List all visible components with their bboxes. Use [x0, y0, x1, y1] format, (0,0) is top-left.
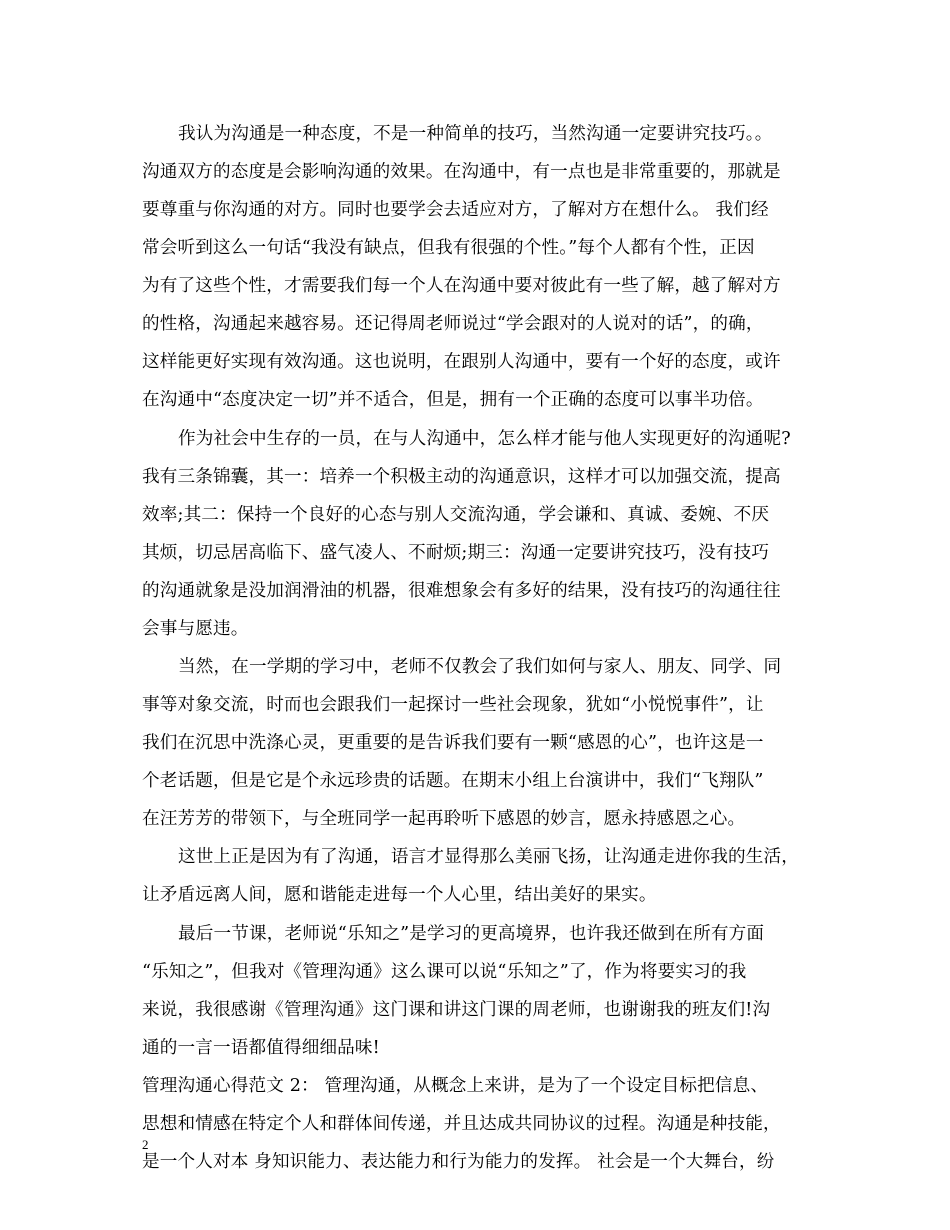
- text-line: 的沟通就象是没加润滑油的机器，很难想象会有多好的结果，没有技巧的沟通往往: [142, 581, 781, 601]
- text-line: 个老话题，但是它是个永远珍贵的话题。在期末小组上台演讲中，我们“飞翔队”: [142, 771, 764, 791]
- text-line: 思想和情感在特定个人和群体间传递，并且达成共同协议的过程。沟通是种技能，: [142, 1114, 781, 1134]
- text-line: 管理沟通心得范文 2： 管理沟通，从概念上来讲，是为了一个设定目标把信息、: [142, 1076, 769, 1096]
- text-line: 让矛盾远离人间，愿和谐能走进每一个人心里，结出美好的果实。: [142, 885, 657, 905]
- text-line: 我认为沟通是一种态度，不是一种简单的技巧，当然沟通一定要讲究技巧。。: [178, 124, 773, 144]
- text-line: 最后一节课，老师说“乐知之”是学习的更高境界，也许我还做到在所有方面: [178, 924, 765, 944]
- text-line: 效率;其二：保持一个良好的心态与别人交流沟通，学会谦和、真诚、委婉、不厌: [142, 505, 770, 525]
- text-line: 事等对象交流，时而也会跟我们一起探讨一些社会现象，犹如“小悦悦事件”，让: [142, 695, 764, 715]
- text-line: 沟通双方的态度是会影响沟通的效果。在沟通中，有一点也是非常重要的，那就是: [142, 162, 781, 182]
- text-line: 常会听到这么一句话“我没有缺点，但我有很强的个性。”每个人都有个性，正因: [142, 238, 755, 258]
- text-line: 会事与愿违。: [142, 619, 249, 639]
- text-line: 要尊重与你沟通的对方。同时也要学会去适应对方，了解对方在想什么。 我们经: [142, 200, 769, 220]
- text-line: 这世上正是因为有了沟通，语言才显得那么美丽飞扬，让沟通走进你我的生活，: [178, 847, 800, 867]
- text-line: 我们在沉思中洗涤心灵，更重要的是告诉我们要有一颗“感恩的心”，也许这是一: [142, 733, 764, 753]
- text-line: 来说，我很感谢《管理沟通》这门课和讲这门课的周老师，也谢谢我的班友们!沟: [142, 1000, 771, 1020]
- text-line: 在汪芳芳的带领下，与全班同学一起再聆听下感恩的妙言，愿永持感恩之心。: [142, 809, 746, 829]
- text-line: 在沟通中“态度决定一切”并不适合，但是，拥有一个正确的态度可以事半功倍。: [142, 390, 764, 410]
- text-line: 是一个人对本 身知识能力、表达能力和行为能力的发挥。 社会是一个大舞台，纷: [142, 1152, 775, 1172]
- text-line: 通的一言一语都值得细细品味!: [142, 1038, 380, 1058]
- text-line: 作为社会中生存的一员，在与人沟通中，怎么样才能与他人实现更好的沟通呢?: [178, 429, 791, 449]
- text-line: 这样能更好实现有效沟通。这也说明，在跟别人沟通中，要有一个好的态度，或许: [142, 352, 781, 372]
- text-line: “乐知之”，但我对《管理沟通》这么课可以说“乐知之”了，作为将要实习的我: [142, 962, 747, 982]
- page-number: 2: [142, 1137, 149, 1152]
- text-line: 其烦，切忌居高临下、盛气凌人、不耐烦;期三：沟通一定要讲究技巧，没有技巧: [142, 543, 770, 563]
- text-line: 为有了这些个性，才需要我们每一个人在沟通中要对彼此有一些了解，越了解对方: [142, 276, 781, 296]
- text-line: 的性格，沟通起来越容易。还记得周老师说过“学会跟对的人说对的话”，的确，: [142, 314, 764, 334]
- text-line: 我有三条锦囊，其一：培养一个积极主动的沟通意识，这样才可以加强交流，提高: [142, 467, 781, 487]
- text-line: 当然，在一学期的学习中，老师不仅教会了我们如何与家人、朋友、同学、同: [178, 657, 782, 677]
